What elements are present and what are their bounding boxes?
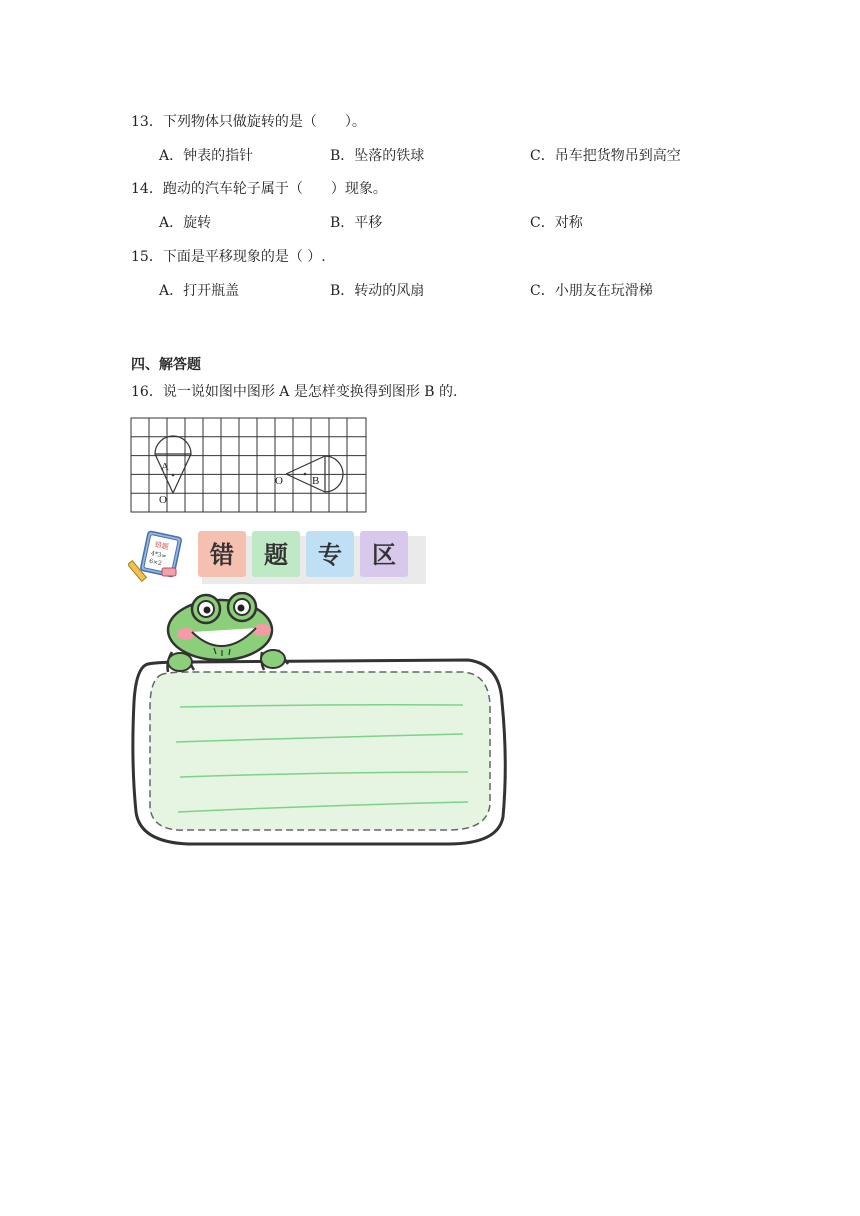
question-13-option-a: A．钟表的指针 [159, 148, 254, 164]
svg-text:错: 错 [210, 541, 234, 569]
error-zone-banner [128, 528, 428, 588]
frog-mascot-icon [168, 593, 289, 672]
svg-text:4*3=: 4*3= [150, 549, 167, 561]
transformation-grid-figure [130, 417, 370, 515]
question-14-option-c: C．对称 [530, 215, 583, 231]
question-14-option-b: B．平移 [330, 215, 383, 231]
label-o-b: O [275, 475, 283, 487]
note-card-with-frog [128, 592, 513, 852]
question-15-option-b: B．转动的风扇 [330, 283, 425, 299]
shape-a-center-dot [172, 474, 175, 477]
label-o-a: O [159, 494, 167, 506]
svg-text:区: 区 [372, 541, 396, 569]
tile-ti [252, 531, 300, 577]
question-13-stem: 13．下列物体只做旋转的是（ ）。 [131, 114, 366, 130]
question-15-stem: 15．下面是平移现象的是（ ）. [131, 249, 326, 265]
notebook-pencil-icon [128, 531, 182, 581]
svg-text:专: 专 [318, 541, 342, 569]
svg-text:6×2: 6×2 [148, 557, 163, 568]
tile-qu [360, 531, 408, 577]
svg-text:错题: 错题 [154, 540, 170, 552]
tile-zhuan [306, 531, 354, 577]
question-13-option-b: B．坠落的铁球 [330, 148, 425, 164]
section-heading: 四、解答题 [131, 357, 201, 373]
shape-b-center-dot [304, 473, 307, 476]
question-13-option-c: C．吊车把货物吊到高空 [530, 148, 681, 164]
svg-text:题: 题 [264, 541, 288, 569]
question-14-stem: 14．跑动的汽车轮子属于（ ）现象。 [131, 181, 387, 197]
question-16-stem: 16．说一说如图中图形 A 是怎样变换得到图形 B 的. [131, 384, 458, 400]
label-b: B [312, 475, 320, 487]
label-a: A [161, 461, 169, 473]
question-15-option-c: C．小朋友在玩滑梯 [530, 283, 653, 299]
question-15-option-a: A．打开瓶盖 [159, 283, 240, 299]
tile-cuo [198, 531, 246, 577]
question-14-option-a: A．旋转 [159, 215, 212, 231]
